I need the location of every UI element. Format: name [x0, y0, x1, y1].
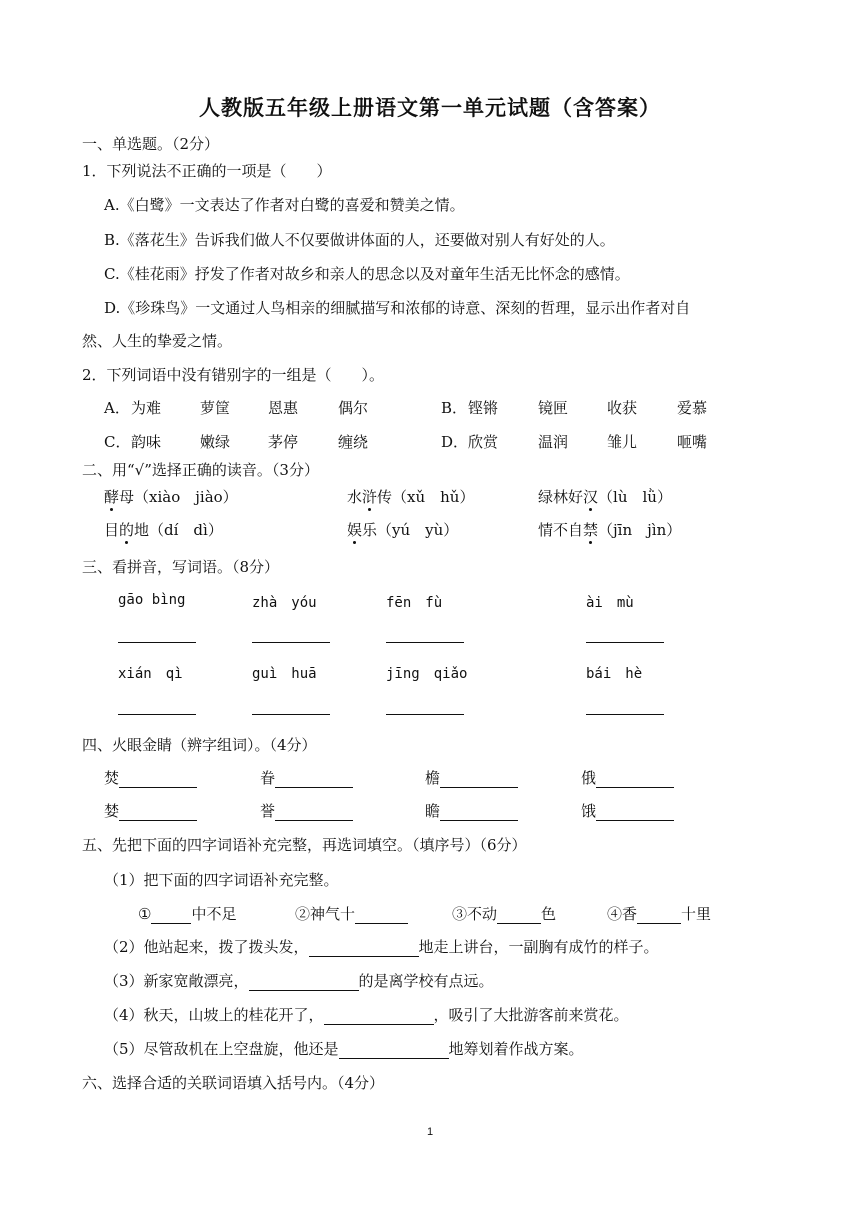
char-compose-item: 婪 — [104, 800, 197, 821]
pinyin-prompt: guì huā — [252, 666, 317, 682]
answer-blank[interactable] — [386, 642, 464, 643]
answer-blank[interactable] — [497, 907, 541, 924]
q2-option-b-label: B． — [441, 399, 468, 417]
answer-blank[interactable] — [249, 974, 359, 991]
q2-b-word: 爱慕 — [677, 399, 708, 417]
q2-stem: 2．下列词语中没有错别字的一组是（ ）。 — [82, 366, 385, 384]
s5-sentence-3: （3）新家宽敞漂亮， 的是离学校有点远。 — [104, 972, 494, 990]
pronunciation-item: 水浒传（xǔ hǔ） — [347, 488, 475, 506]
answer-blank[interactable] — [440, 771, 518, 788]
answer-blank[interactable] — [118, 714, 196, 715]
section-4-heading: 四、火眼金睛（辨字组词）。（4分） — [82, 736, 317, 754]
page-title: 人教版五年级上册语文第一单元试题（含答案） — [199, 95, 661, 120]
s5-sentence-4: （4）秋天，山坡上的桂花开了， ，吸引了大批游客前来赏花。 — [104, 1006, 629, 1024]
answer-blank[interactable] — [596, 804, 674, 821]
answer-blank[interactable] — [119, 771, 197, 788]
q2-b-word: 收获 — [607, 399, 638, 417]
q2-a-word: 为难 — [131, 399, 162, 417]
q1-option-d-line1: D.《珍珠鸟》一文通过人鸟相亲的细腻描写和浓郁的诗意、深刻的哲理，显示出作者对自 — [104, 299, 691, 317]
pinyin-prompt: fēn fù — [386, 595, 443, 611]
dotted-char: 娱 — [347, 521, 363, 539]
section-3-heading: 三、看拼音，写词语。（8分） — [82, 558, 280, 576]
s5-sentence-2: （2）他站起来，拨了拨头发， 地走上讲台，一副胸有成竹的样子。 — [104, 938, 659, 956]
pronunciation-item: 绿林好汉（lù lǜ） — [538, 488, 672, 506]
q2-option-d-label: D． — [441, 433, 469, 451]
pinyin-prompt: xián qì — [118, 666, 183, 682]
dotted-char: 的 — [119, 521, 135, 539]
char-compose-item: 瞻 — [425, 800, 518, 821]
section-5-heading: 五、先把下面的四字词语补充完整，再选词填空。（填序号）（6分） — [82, 836, 527, 854]
dotted-char: 浒 — [362, 488, 378, 506]
answer-blank[interactable] — [119, 804, 197, 821]
pinyin-prompt: jīng qiǎo — [386, 666, 468, 682]
q1-option-a: A.《白鹭》一文表达了作者对白鹭的喜爱和赞美之情。 — [104, 196, 465, 214]
answer-blank[interactable] — [339, 1042, 449, 1059]
section-6-heading: 六、选择合适的关联词语填入括号内。（4分） — [82, 1074, 385, 1092]
answer-blank[interactable] — [637, 907, 681, 924]
pronunciation-item: 情不自禁（jīn jìn） — [538, 521, 682, 539]
q2-option-c-label: C． — [104, 433, 131, 451]
answer-blank[interactable] — [386, 714, 464, 715]
q2-b-word: 铿锵 — [468, 399, 499, 417]
char-compose-item: 檐 — [425, 767, 518, 788]
pronunciation-item: 目的地（dí dì） — [104, 521, 223, 539]
char-compose-item: 焚 — [104, 767, 197, 788]
q1-stem: 1．下列说法不正确的一项是（ ） — [82, 162, 332, 180]
answer-blank[interactable] — [275, 771, 353, 788]
section-1-heading: 一、单选题。（2分） — [82, 135, 220, 153]
q2-a-word: 恩惠 — [268, 399, 299, 417]
char-compose-item: 誉 — [260, 800, 353, 821]
idiom-item: ②神气十 — [295, 903, 408, 924]
q2-d-word: 咂嘴 — [677, 433, 708, 451]
answer-blank[interactable] — [355, 907, 408, 924]
answer-blank[interactable] — [275, 804, 353, 821]
answer-blank[interactable] — [252, 642, 330, 643]
q2-c-word: 茅停 — [268, 433, 299, 451]
answer-blank[interactable] — [586, 642, 664, 643]
idiom-item: ③不动 色 — [452, 905, 557, 923]
q2-d-word: 温润 — [538, 433, 569, 451]
s5-part-1: （1）把下面的四字词语补充完整。 — [104, 871, 339, 889]
q2-c-word: 嫩绿 — [200, 433, 231, 451]
pinyin-prompt: ài mù — [586, 595, 634, 611]
answer-blank[interactable] — [309, 940, 419, 957]
pronunciation-item: 娱乐（yú yù） — [347, 521, 459, 539]
q2-option-a-label: A． — [104, 399, 130, 417]
dotted-char: 酵 — [104, 488, 120, 506]
answer-blank[interactable] — [118, 642, 196, 643]
page-number: 1 — [426, 1126, 434, 1138]
q2-a-word: 偶尔 — [338, 399, 369, 417]
section-2-heading: 二、用“√”选择正确的读音。（3分） — [82, 461, 319, 479]
pronunciation-item: 酵母（xiào jiào） — [104, 488, 238, 506]
s5-sentence-5: （5）尽管敌机在上空盘旋，他还是 地筹划着作战方案。 — [104, 1040, 584, 1058]
q2-c-word: 韵味 — [131, 433, 162, 451]
q1-option-c: C.《桂花雨》抒发了作者对故乡和亲人的思念以及对童年生活无比怀念的感情。 — [104, 265, 630, 283]
answer-blank[interactable] — [586, 714, 664, 715]
idiom-item: ④香 十里 — [607, 905, 712, 923]
q2-b-word: 镜匣 — [538, 399, 569, 417]
q2-c-word: 缠绕 — [338, 433, 369, 451]
char-compose-item: 眷 — [260, 767, 353, 788]
char-compose-item: 饿 — [581, 800, 674, 821]
q1-option-b: B.《落花生》告诉我们做人不仅要做讲体面的人，还要做对别人有好处的人。 — [104, 231, 615, 249]
dotted-char: 禁 — [583, 521, 599, 539]
q2-d-word: 雏儿 — [607, 433, 638, 451]
pinyin-prompt: gāo bìng — [118, 592, 186, 608]
answer-blank[interactable] — [252, 714, 330, 715]
char-compose-item: 俄 — [581, 767, 674, 788]
answer-blank[interactable] — [440, 804, 518, 821]
pinyin-prompt: bái hè — [586, 666, 643, 682]
q2-d-word: 欣赏 — [468, 433, 499, 451]
q2-a-word: 萝筐 — [200, 399, 231, 417]
q1-option-d-line2: 然、人生的挚爱之情。 — [82, 332, 233, 350]
answer-blank[interactable] — [596, 771, 674, 788]
idiom-item: ① 中不足 — [138, 905, 237, 923]
pinyin-prompt: zhà yóu — [252, 595, 317, 611]
answer-blank[interactable] — [324, 1008, 434, 1025]
dotted-char: 汉 — [583, 488, 599, 506]
answer-blank[interactable] — [151, 907, 191, 924]
